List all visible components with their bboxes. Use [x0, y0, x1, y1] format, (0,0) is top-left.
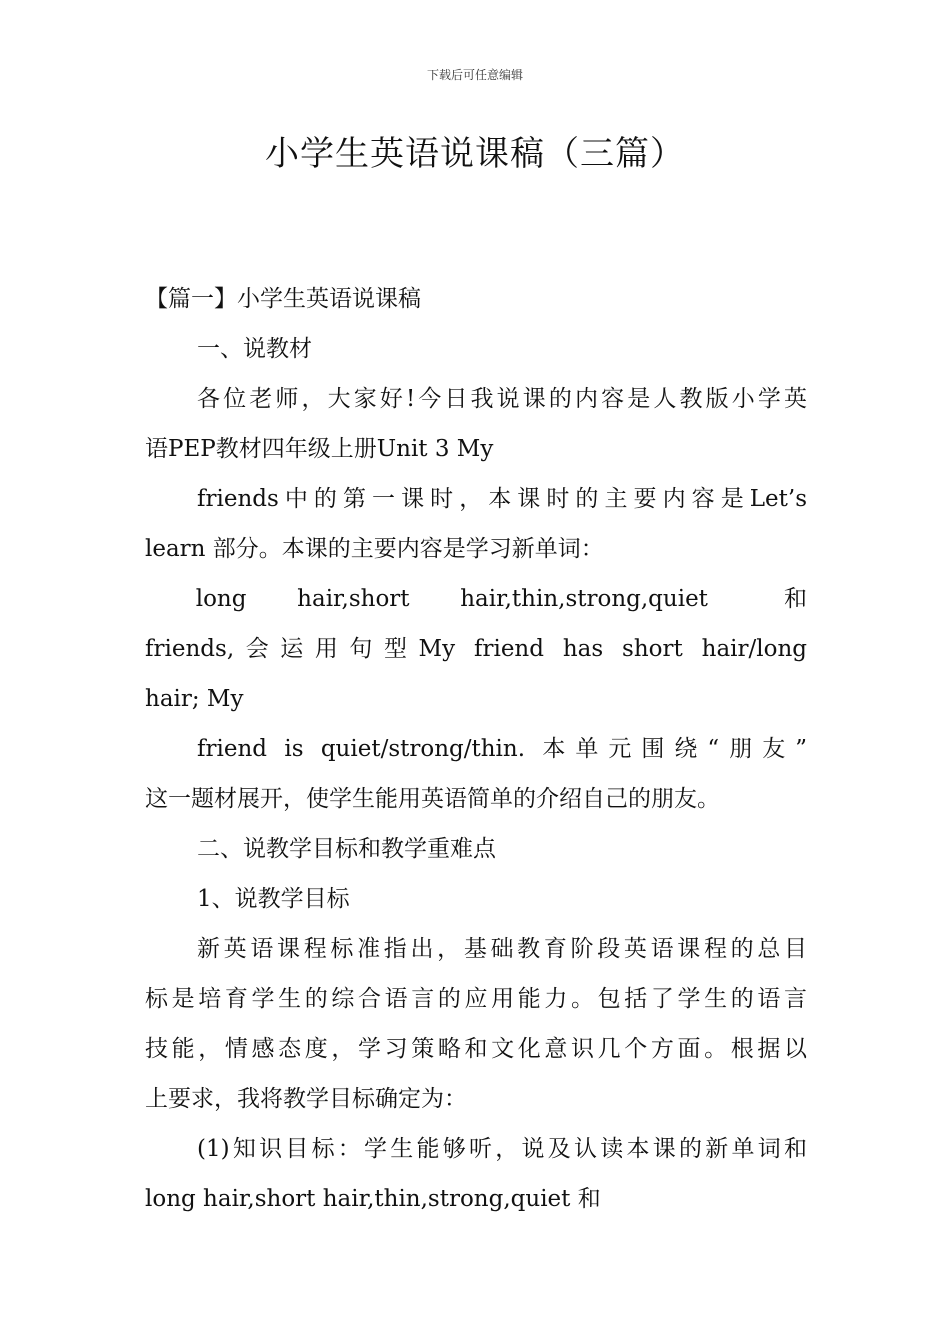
paragraph-line: hair; My	[145, 686, 244, 712]
subheading: 一、说教材	[197, 336, 312, 362]
paragraph-line: 各位老师，大家好!今日我说课的内容是人教版小学英	[197, 386, 807, 412]
document-title: 小学生英语说课稿（三篇）	[265, 134, 685, 174]
subheading: 二、说教学目标和教学重难点	[197, 836, 496, 862]
paragraph-line: 语PEP教材四年级上册Unit 3 My	[145, 436, 494, 462]
paragraph-line: friend is quiet/strong/thin. 本单元围绕“朋友”	[197, 736, 807, 762]
paragraph-line: 这一题材展开，使学生能用英语简单的介绍自己的朋友。	[145, 786, 720, 812]
paragraph-line: 上要求，我将教学目标确定为：	[145, 1086, 467, 1112]
paragraph-line: 标是培育学生的综合语言的应用能力。包括了学生的语言	[145, 986, 807, 1012]
subheading: 1、说教学目标	[197, 886, 350, 912]
paragraph-line: (1)知识目标：学生能够听，说及认读本课的新单词和	[197, 1136, 807, 1162]
paragraph-line: friends,会运用句型My friend has short hair/long	[145, 636, 807, 662]
paragraph-line: learn 部分。本课的主要内容是学习新单词：	[145, 536, 604, 562]
paragraph-line: long hair,short hair,thin,strong,quiet 和	[145, 586, 807, 612]
paragraph-line: friends中的第一课时，本课时的主要内容是Let’s	[197, 486, 807, 512]
paragraph-line: 技能，情感态度，学习策略和文化意识几个方面。根据以	[145, 1036, 807, 1062]
paragraph-line: long hair,short hair,thin,strong,quiet 和	[145, 1186, 601, 1212]
paragraph-line: 新英语课程标准指出，基础教育阶段英语课程的总目	[197, 936, 807, 962]
section-heading: 【篇一】小学生英语说课稿	[145, 286, 421, 312]
header-note: 下载后可任意编辑	[426, 68, 523, 82]
